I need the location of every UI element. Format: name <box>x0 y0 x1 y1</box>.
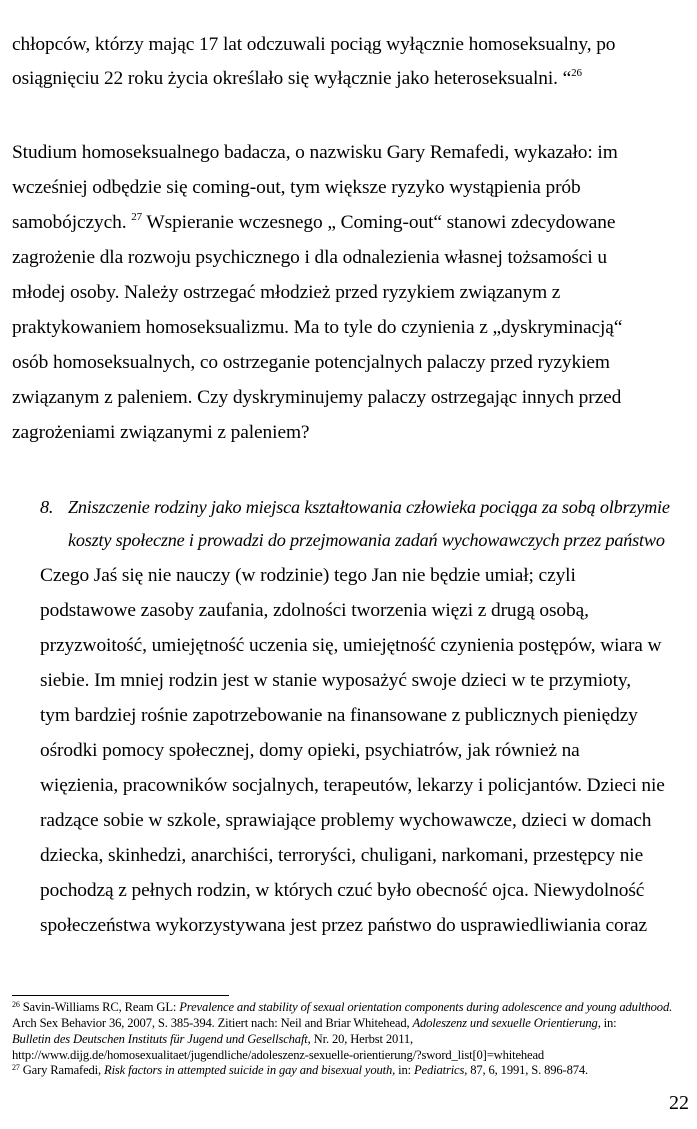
text-line: osób homoseksualnych, co ostrzeganie potencjalnych palaczy przed ryzykiem <box>12 352 610 373</box>
footnote-line: $^{27}$ Gary Ramafedi, Risk factors in attempted suicide in gay and bisexual youth, in: Pediatrics, 87, 6, 1991, S. 896-874. <box>12 1063 589 1077</box>
text-line: społeczeństwa wykorzystywana jest przez państwo do usprawiedliwiania coraz <box>40 915 647 936</box>
section-heading-line: Zniszczenie rodziny jako miejsca kształtowania człowieka pociąga za sobą olbrzymie <box>68 497 670 517</box>
text-line: Czego Jaś się nie nauczy (w rodzinie) tego Jan nie będzie umiał; czyli <box>40 565 576 586</box>
text-line: podstawowe zasoby zaufania, zdolności tworzenia więzi z drugą osobą, <box>40 600 589 621</box>
footnote-ref-27[interactable]: 27 <box>131 211 143 223</box>
text-line: zagrożeniami związanymi z paleniem? <box>12 422 310 443</box>
section-number: 8. <box>40 497 54 517</box>
text-line: dziecka, skinhedzi, anarchiści, terroryści, chuligani, narkomani, przestępcy nie <box>40 845 644 866</box>
text-line: młodej osoby. Należy ostrzegać młodzież przed ryzykiem związanym z <box>12 282 561 303</box>
footnote-line: Arch Sex Behavior 36, 2007, S. 385-394. Zitiert nach: Neil and Briar Whitehead, Adoleszenz und sexuelle Orientierung, in: <box>12 1016 617 1030</box>
footnote-line: Bulletin des Deutschen Instituts für Jugend und Gesellschaft, Nr. 20, Herbst 2011, <box>12 1032 414 1046</box>
text-line: więzienia, pracowników socjalnych, terapeutów, lekarzy i policjantów. Dzieci nie <box>40 775 665 796</box>
text-line: przyzwoitość, umiejętność uczenia się, umiejętność czynienia postępów, wiara w <box>40 635 662 656</box>
text-line: związanym z paleniem. Czy dyskryminujemy palaczy ostrzegając innych przed <box>12 387 622 408</box>
text-line: praktykowaniem homoseksualizmu. Ma to tyle do czynienia z „dyskryminacją“ <box>12 317 623 338</box>
footnote-ref-26[interactable]: 26 <box>571 67 582 79</box>
page-number: 22 <box>669 1092 689 1114</box>
text-line: zagrożenie dla rozwoju psychicznego i dla odnalezienia własnej tożsamości u <box>12 247 607 268</box>
footnote-separator <box>12 995 229 996</box>
text-line: siebie. Im mniej rodzin jest w stanie wyposażyć swoje dzieci w te przymioty, <box>40 670 632 691</box>
text-line: pochodzą z pełnych rodzin, w których czuć było obecność ojca. Niewydolność <box>40 880 645 901</box>
text-line: chłopców, którzy mając 17 lat odczuwali pociąg wyłącznie homoseksualny, po <box>12 34 616 55</box>
text-line: samobójczych. $^{27}$ Wspieranie wczesnego „ Coming-out“ stanowi zdecydowane <box>12 211 616 233</box>
text-line: wcześniej odbędzie się coming-out, tym większe ryzyko wystąpienia prób <box>12 177 581 198</box>
text-line: ośrodki pomocy społecznej, domy opieki, psychiatrów, jak również na <box>40 740 580 761</box>
footnote-url[interactable]: http://www.dijg.de/homosexualitaet/jugendliche/adoleszenz-sexuelle-orientierung/?sword_list[0]=whitehead <box>12 1048 545 1062</box>
text-line: tym bardziej rośnie zapotrzebowanie na finansowane z publicznych pieniędzy <box>40 705 638 726</box>
footnote-line: $^{26}$ Savin-Williams RC, Ream GL: Prevalence and stability of sexual orientation components during adolescence and young adulthood. <box>12 1000 673 1014</box>
section-heading-line: koszty społeczne i prowadzi do przejmowania zadań wychowawczych przez państwo <box>68 530 665 550</box>
text-line: radzące sobie w szkole, sprawiające problemy wychowawcze, dzieci w domach <box>40 810 652 831</box>
text-line: osiągnięciu 22 roku życia określało się wyłącznie jako heteroseksualni. “$^{26}$ <box>12 67 582 89</box>
text-line: Studium homoseksualnego badacza, o nazwisku Gary Remafedi, wykazało: im <box>12 142 618 163</box>
